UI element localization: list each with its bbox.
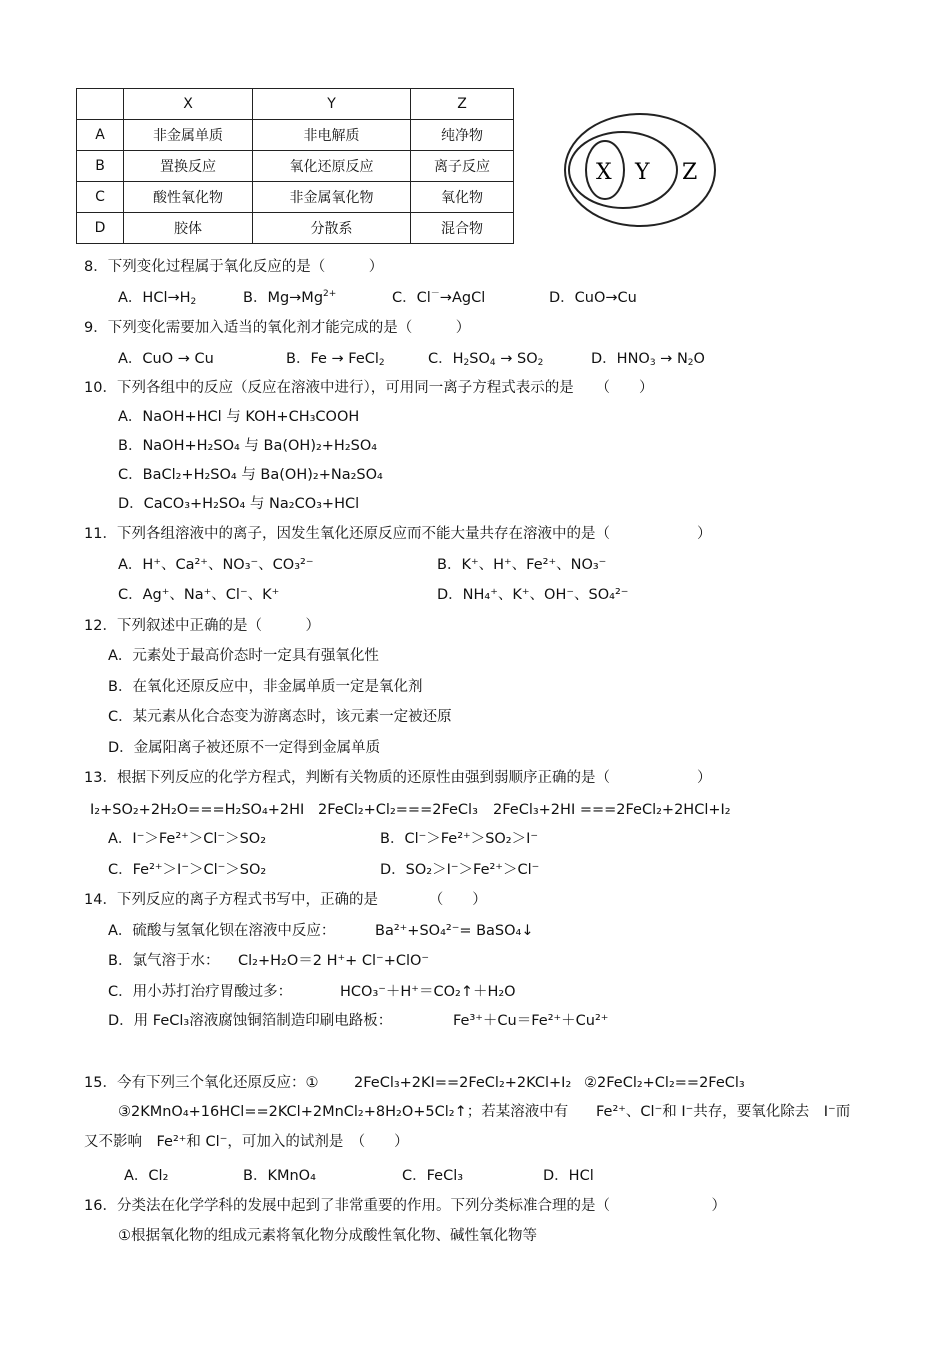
q15-option-d: D．HCl — [543, 1168, 594, 1184]
classification-table — [76, 88, 514, 244]
q9-option-b: B．Fe → FeCl$_2$ — [286, 351, 385, 368]
q14-option-c-label: C．用小苏打治疗胃酸过多： — [108, 984, 293, 1000]
table-cell: 离子反应 — [411, 151, 514, 182]
q15-line-1a: 15．今有下列三个氧化还原反应：① — [84, 1075, 319, 1091]
q10-stem: 10．下列各组中的反应（反应在溶液中进行），可用同一离子方程式表示的是 （ ） — [84, 380, 654, 396]
table-cell: 非金属单质 — [124, 120, 253, 151]
table-cell: 氧化物 — [411, 182, 514, 213]
table-header-row — [77, 89, 514, 120]
q9-stem: 9．下列变化需要加入适当的氧化剂才能完成的是（ ） — [84, 320, 471, 336]
q8-option-b: B．$Mg\to Mg^{2+}$ — [243, 289, 337, 306]
q12-option-b: B．在氧化还原反应中，非金属单质一定是氧化剂 — [108, 679, 423, 695]
q15-option-b: B．KMnO₄ — [243, 1168, 316, 1184]
table-header-cell: Z — [411, 89, 514, 120]
q14-option-d-label: D．用 FeCl₃溶液腐蚀铜箔制造印刷电路板： — [108, 1013, 393, 1029]
table-cell: C — [77, 182, 124, 213]
q14-option-b-label: B．氯气溶于水： — [108, 953, 220, 969]
q15-line-2b: Fe²⁺、Cl⁻和 I⁻共存，要氧化除去 I⁻而 — [596, 1104, 851, 1120]
q15-line-2a: ③2KMnO₄+16HCl==2KCl+2MnCl₂+8H₂O+5Cl₂↑；若某溶液中有 — [118, 1104, 569, 1120]
q14-option-d-equation: Fe³⁺＋Cu＝Fe²⁺＋Cu²⁺ — [453, 1013, 609, 1029]
q14-stem: 14．下列反应的离子方程式书写中，正确的是 （ ） — [84, 892, 487, 908]
q13-equation-1: I₂+SO₂+2H₂O===H₂SO₄+2HI — [90, 802, 305, 818]
q15-line-1b: 2FeCl₃+2KI==2FeCl₂+2KCl+I₂ — [354, 1075, 572, 1091]
q10-option-b: B．NaOH+H₂SO₄ 与 Ba(OH)₂+H₂SO₄ — [118, 438, 378, 454]
q14-option-a-equation: Ba²⁺+SO₄²⁻= BaSO₄↓ — [375, 923, 534, 939]
q12-option-a: A．元素处于最高价态时一定具有强氧化性 — [108, 648, 379, 664]
q13-option-c: C．Fe²⁺＞I⁻＞Cl⁻＞SO₂ — [108, 862, 267, 878]
q13-option-a: A．I⁻＞Fe²⁺＞Cl⁻＞SO₂ — [108, 831, 267, 847]
q11-stem: 11．下列各组溶液中的离子，因发生氧化还原反应而不能大量共存在溶液中的是（ ） — [84, 526, 712, 542]
venn-diagram — [562, 110, 722, 230]
q13-equation-3: 2FeCl₃+2HI ===2FeCl₂+2HCl+I₂ — [493, 802, 731, 818]
q12-stem: 12．下列叙述中正确的是（ ） — [84, 618, 320, 634]
q8-option-a: A．$HCl\to H_2$ — [118, 290, 197, 307]
table-row — [77, 120, 514, 151]
venn-label-y: Y — [635, 160, 650, 185]
q15-line-1c: ②2FeCl₂+Cl₂==2FeCl₃ — [584, 1075, 745, 1091]
venn-label-z: Z — [682, 160, 698, 185]
table-cell: 非电解质 — [253, 120, 411, 151]
table-cell: 纯净物 — [411, 120, 514, 151]
q14-option-a-label: A．硫酸与氢氧化钡在溶液中反应： — [108, 923, 336, 939]
q11-option-c: C．Ag⁺、Na⁺、Cl⁻、K⁺ — [118, 587, 280, 603]
q16-stem: 16．分类法在化学学科的发展中起到了非常重要的作用。下列分类标准合理的是（ ） — [84, 1198, 726, 1214]
venn-label-x: X — [596, 160, 612, 185]
q14-option-b-equation: Cl₂+H₂O＝2 H⁺+ Cl⁻+ClO⁻ — [238, 953, 430, 969]
q9-option-d: D．$HNO_3 \to N_2O$ — [591, 351, 705, 368]
q8-option-c: C．Cl－→AgCl — [392, 289, 486, 306]
q10-option-a: A．NaOH+HCl 与 KOH+CH₃COOH — [118, 409, 360, 425]
table-cell: 分散系 — [253, 213, 411, 244]
q10-option-c: C．BaCl₂+H₂SO₄ 与 Ba(OH)₂+Na₂SO₄ — [118, 467, 383, 483]
q14-option-c-equation: HCO₃⁻＋H⁺＝CO₂↑＋H₂O — [340, 984, 516, 1000]
q13-stem: 13．根据下列反应的化学方程式，判断有关物质的还原性由强到弱顺序正确的是（ ） — [84, 770, 712, 786]
q11-option-d: D．NH₄⁺、K⁺、OH⁻、SO₄²⁻ — [437, 587, 629, 603]
table-header-cell — [77, 89, 124, 120]
table-cell: 酸性氧化物 — [124, 182, 253, 213]
table-cell: 氧化还原反应 — [253, 151, 411, 182]
q15-option-a: A．Cl₂ — [124, 1168, 169, 1184]
table-cell: A — [77, 120, 124, 151]
q8-option-d: D．CuO→Cu — [549, 290, 637, 306]
q13-option-b: B．Cl⁻＞Fe²⁺＞SO₂＞I⁻ — [380, 831, 539, 847]
q16-item-1: ①根据氧化物的组成元素将氧化物分成酸性氧化物、碱性氧化物等 — [118, 1228, 537, 1244]
q13-equation-2: 2FeCl₂+Cl₂===2FeCl₃ — [318, 802, 478, 818]
q10-option-d: D．CaCO₃+H₂SO₄ 与 Na₂CO₃+HCl — [118, 496, 360, 512]
table-row — [77, 182, 514, 213]
table-cell: 非金属氧化物 — [253, 182, 411, 213]
table-cell: 置换反应 — [124, 151, 253, 182]
table-cell: D — [77, 213, 124, 244]
table-row — [77, 213, 514, 244]
q8-stem: 8．下列变化过程属于氧化反应的是（ ） — [84, 259, 384, 275]
table-header-cell: Y — [253, 89, 411, 120]
q11-option-b: B．K⁺、H⁺、Fe²⁺、NO₃⁻ — [437, 557, 607, 573]
q15-option-c: C．FeCl₃ — [402, 1168, 464, 1184]
table-cell: B — [77, 151, 124, 182]
q13-option-d: D．SO₂＞I⁻＞Fe²⁺＞Cl⁻ — [380, 862, 540, 878]
table-cell: 胶体 — [124, 213, 253, 244]
table-header-cell: X — [124, 89, 253, 120]
q11-option-a: A．H⁺、Ca²⁺、NO₃⁻、CO₃²⁻ — [118, 557, 314, 573]
q15-line-3: 又不影响 Fe²⁺和 Cl⁻，可加入的试剂是 （ ） — [84, 1134, 409, 1150]
table-cell: 混合物 — [411, 213, 514, 244]
q9-option-a: A．CuO → Cu — [118, 351, 214, 367]
table-row — [77, 151, 514, 182]
q9-option-c: C．$H_2SO_4 \to SO_2$ — [428, 351, 544, 368]
q12-option-d: D．金属阳离子被还原不一定得到金属单质 — [108, 740, 381, 756]
q12-option-c: C．某元素从化合态变为游离态时，该元素一定被还原 — [108, 709, 452, 725]
